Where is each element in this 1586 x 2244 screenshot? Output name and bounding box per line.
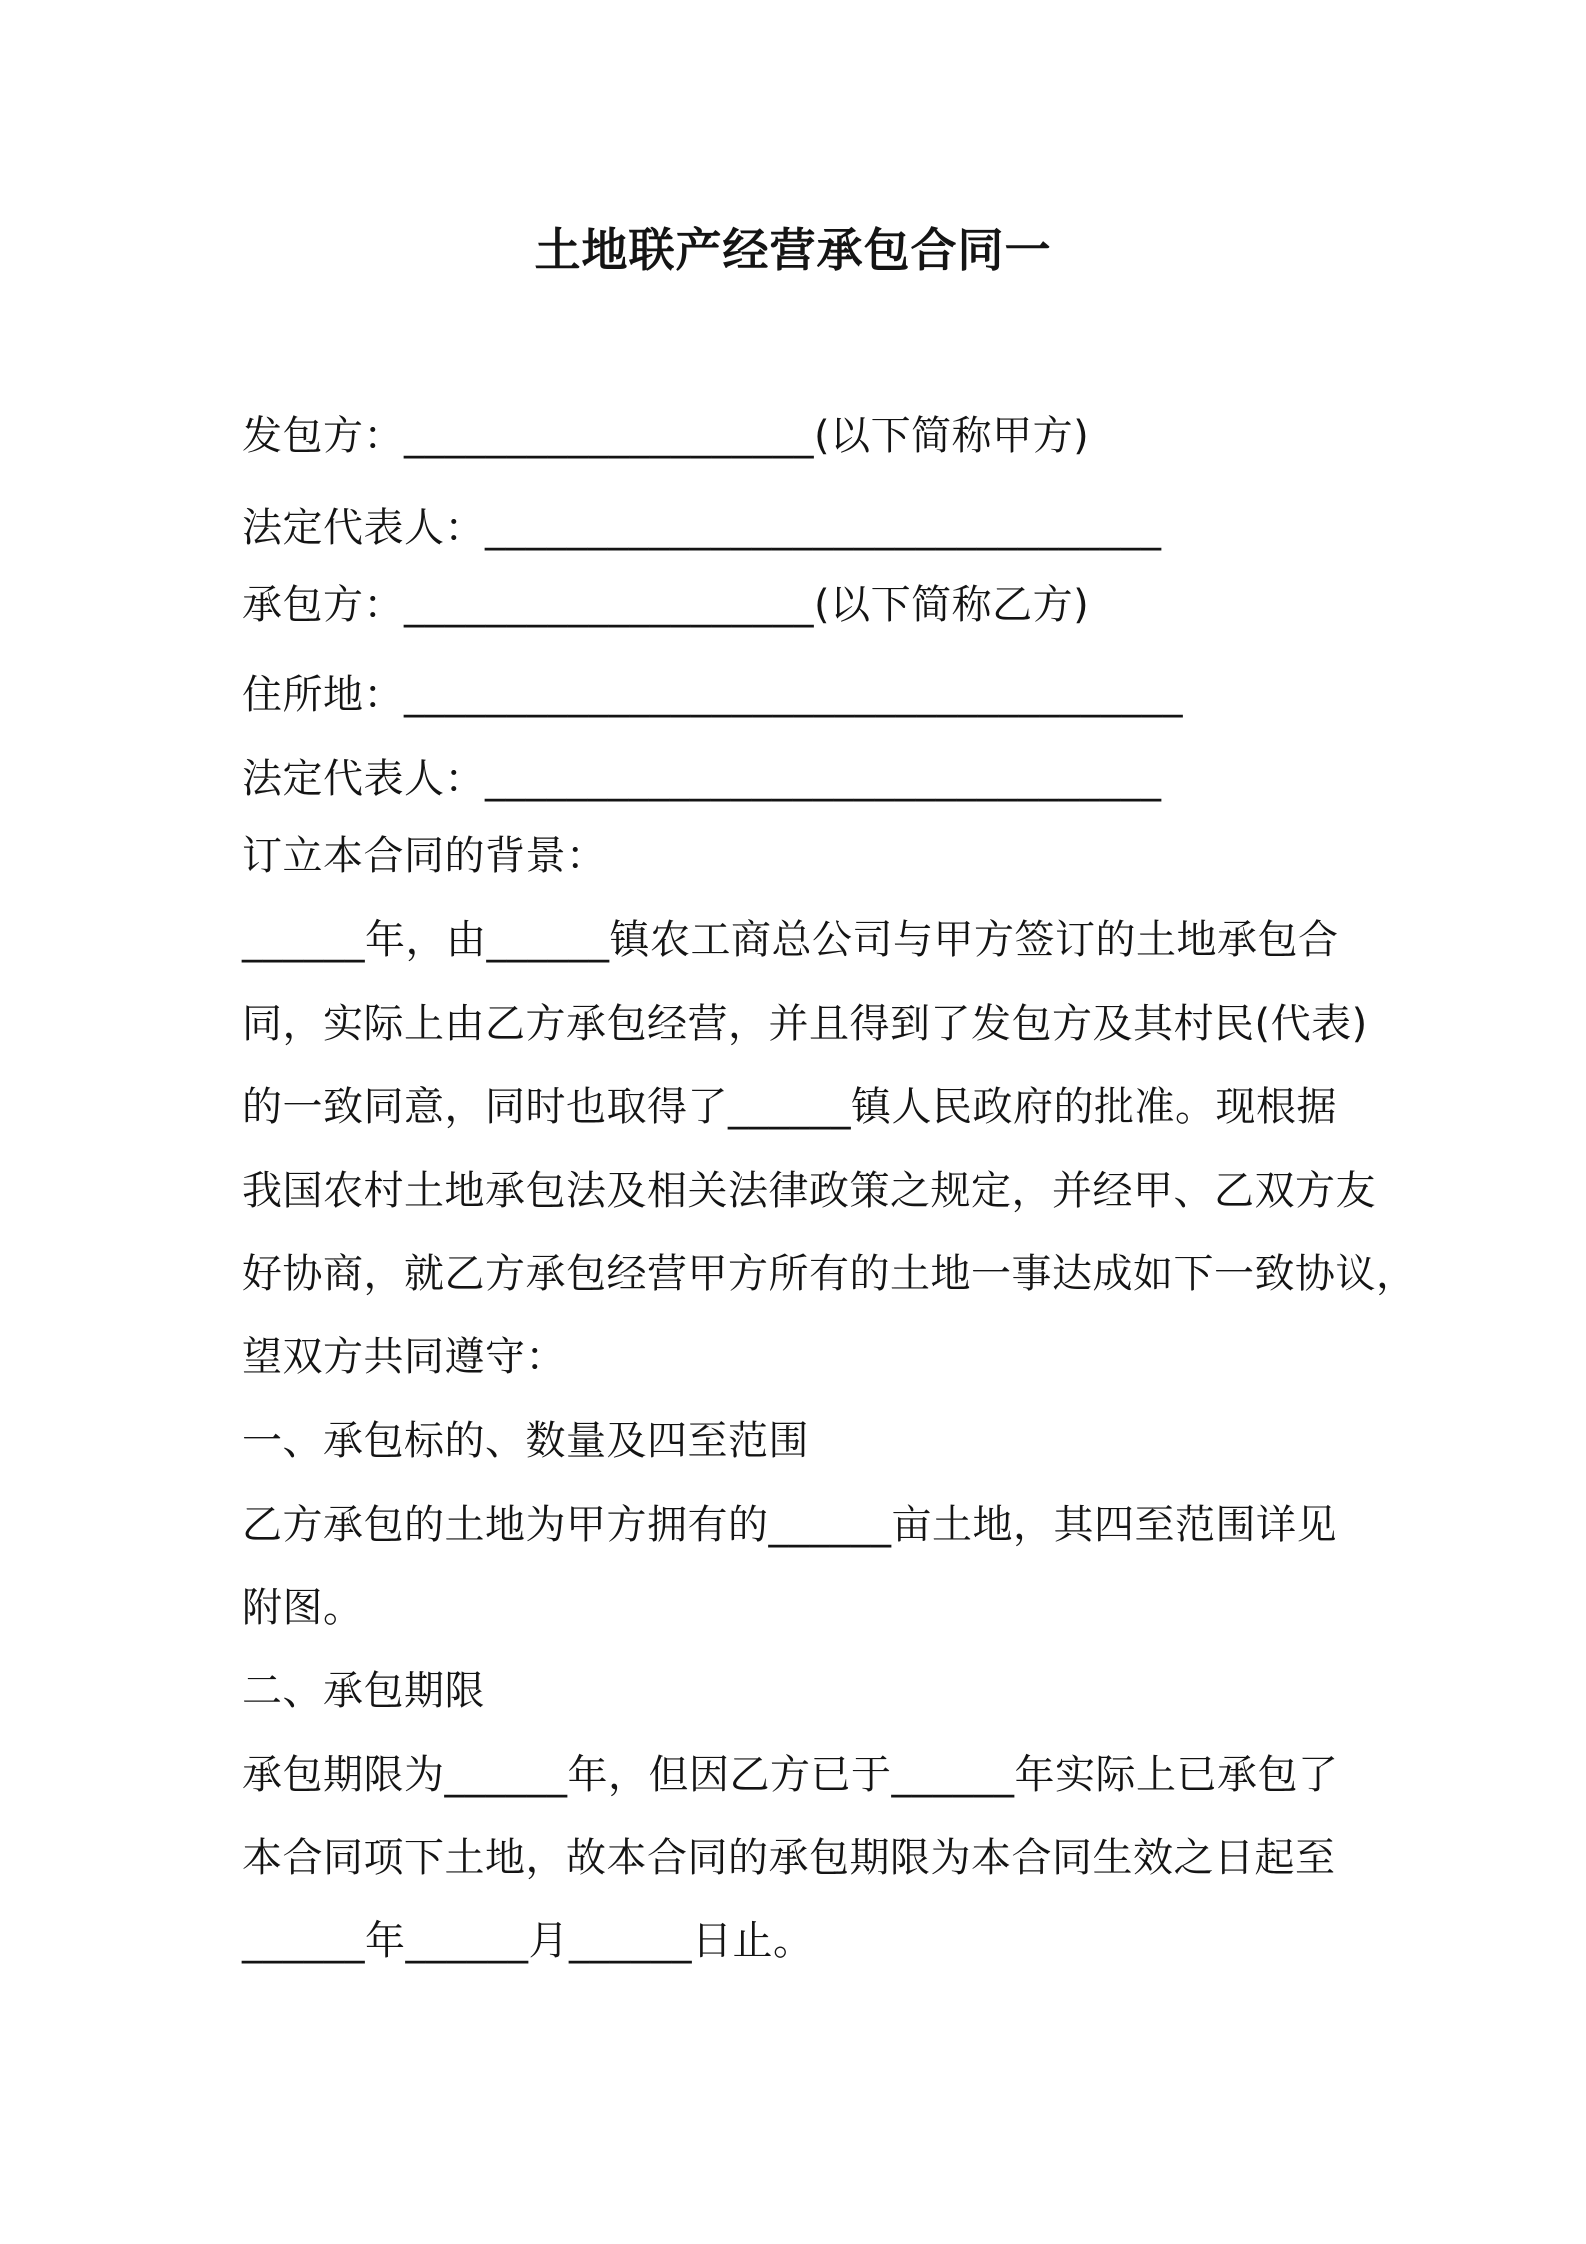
paragraph-line: 本合同项下土地，故本合同的承包期限为本合同生效之日起至: [242, 1835, 1336, 1881]
paragraph-line: ______年______月______日止。: [242, 1918, 814, 1964]
paragraph-line: 附图。: [242, 1585, 364, 1631]
paragraph-line: 同，实际上由乙方承包经营，并且得到了发包方及其村民(代表): [242, 1001, 1368, 1047]
paragraph-line: 乙方承包的土地为甲方拥有的______亩土地，其四至范围详见: [242, 1502, 1337, 1548]
background-heading: 订立本合同的背景：: [242, 833, 607, 879]
paragraph-line: 我国农村土地承包法及相关法律政策之规定，并经甲、乙双方友: [242, 1168, 1376, 1214]
party-b-address-line: 住所地：______________________________________: [242, 672, 1183, 718]
paragraph-line: 承包期限为______年，但因乙方已于______年实际上已承包了: [242, 1752, 1339, 1798]
section-heading-2: 二、承包期限: [242, 1668, 485, 1714]
paragraph-line: 好协商，就乙方承包经营甲方所有的土地一事达成如下一致协议，: [242, 1251, 1417, 1297]
paragraph-line: ______年，由______镇农工商总公司与甲方签订的土地承包合: [242, 917, 1339, 963]
party-b-representative-line: 法定代表人：_________________________________: [242, 756, 1162, 802]
section-heading-1: 一、承包标的、数量及四至范围: [242, 1418, 809, 1464]
party-b-line: 承包方：____________________(以下简称乙方): [242, 582, 1090, 628]
party-a-representative-line: 法定代表人：_________________________________: [242, 505, 1162, 551]
paragraph-line: 望双方共同遵守：: [242, 1334, 566, 1380]
document-title: 土地联产经营承包合同一: [534, 223, 1052, 277]
party-a-line: 发包方：____________________(以下简称甲方): [242, 413, 1090, 459]
paragraph-line: 的一致同意，同时也取得了______镇人民政府的批准。现根据: [242, 1084, 1337, 1130]
